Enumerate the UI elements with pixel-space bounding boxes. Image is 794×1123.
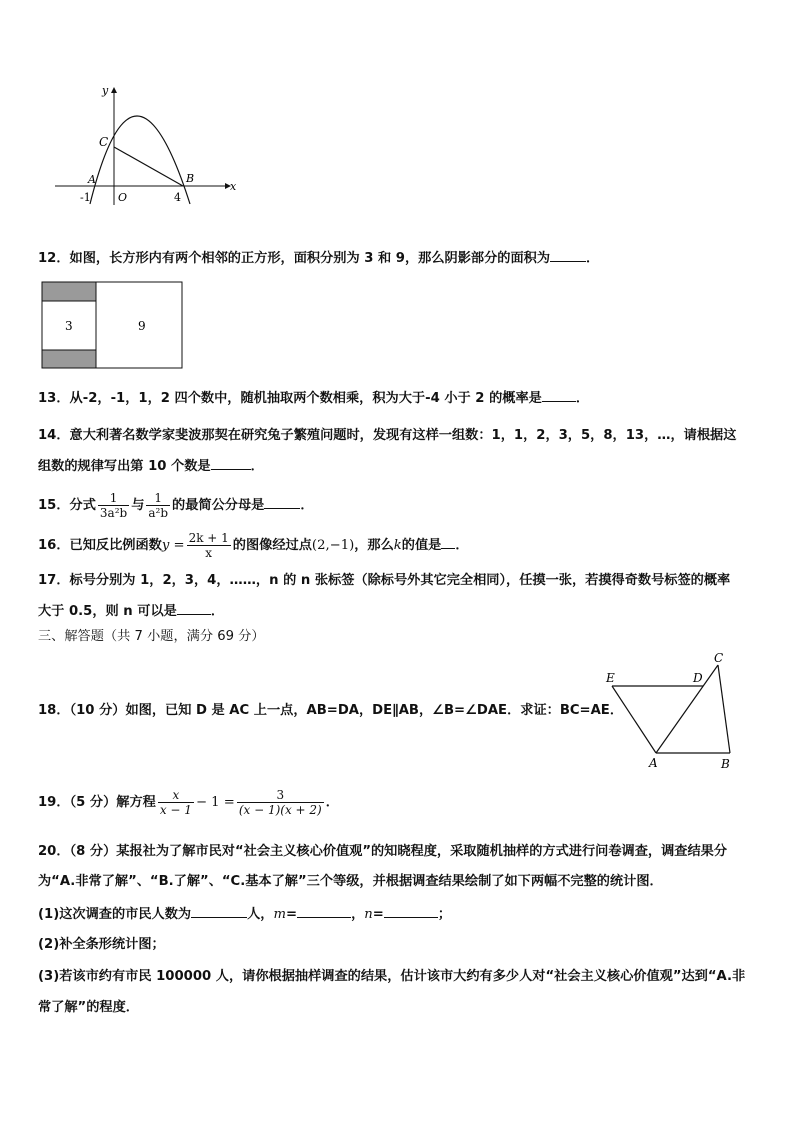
question-12: 12．如图，长方形内有两个相邻的正方形，面积分别为 3 和 9，那么阴影部分的面积为 ． <box>38 248 599 269</box>
squares-figure <box>40 280 186 372</box>
question-15: 15．分式 $\frac{1}{\text{3a²b}}$ 与 $\frac{1}{\text{a²b}}$ 的最简公分母是 ． <box>38 490 314 520</box>
x-axis-label: x <box>230 180 237 193</box>
question-number: 19． <box>38 795 70 810</box>
y-axis-label: y <box>102 84 109 97</box>
question-20-sub1: (1)这次调查的市民人数为 人，m= ，n= ； <box>38 904 451 925</box>
question-20-line1 <box>38 842 727 862</box>
question-number: 15． <box>38 498 70 513</box>
question-number: 16． <box>38 538 70 553</box>
fraction-2k-plus-1-over-x: $\frac{2k + 1}{x}$ <box>188 530 229 560</box>
shaded-top <box>42 282 96 301</box>
point-a-label: A <box>649 756 658 770</box>
question-13: 13．从-2，-1，1，2 四个数中，随机抽取两个数相乘，积为大于-4 小于 2 的概率是 ． <box>38 388 589 409</box>
point-c-label: C <box>714 651 724 665</box>
question-20-sub3-line2: 常了解”的程度． <box>38 1000 139 1015</box>
fraction-lhs: $\frac{x}{x - 1}$ <box>159 787 192 817</box>
n-blank[interactable] <box>384 904 438 918</box>
question-text: （10 分）如图，已知 D 是 AC 上一点，AB=DA，DE∥AB，∠B=∠DAE．求证：BC=AE． <box>69 703 624 718</box>
point-d-label: D <box>693 671 703 685</box>
answer-blank[interactable] <box>550 248 586 262</box>
point-a-label: A <box>88 173 96 186</box>
tick-4-label: 4 <box>174 191 181 204</box>
segment-cb <box>114 147 183 186</box>
answer-blank[interactable] <box>211 456 251 470</box>
question-text: 意大利著名数学家斐波那契在研究兔子繁殖问题时，发现有这样一组数：1，1，2，3，5，8，13，…，请根据这 <box>69 428 737 443</box>
question-16: 16．已知反比例函数y = $\frac{2k + 1}{x}$ 的图像经过点(2,−1)，那么k的值是 ． <box>38 530 469 560</box>
origin-label: O <box>118 191 128 204</box>
segment-ac <box>656 665 718 753</box>
segment-bc <box>718 665 730 753</box>
question-20-sub2: (2)补全条形统计图； <box>38 937 165 952</box>
question-text: （8 分）某报社为了解市民对“社会主义核心价值观”的知晓程度，采取随机抽样的方式进行问卷调查，调查结果分 <box>69 844 728 859</box>
answer-blank[interactable] <box>177 601 211 615</box>
point-b-label: B <box>721 757 730 771</box>
question-20-line2 <box>38 872 663 892</box>
tick-minus1-label: -1 <box>80 191 91 204</box>
fraction-2: $\frac{1}{\text{a²b}}$ <box>148 490 169 520</box>
answer-blank[interactable] <box>542 388 576 402</box>
question-number: 13． <box>38 391 70 406</box>
shaded-bottom <box>42 350 96 368</box>
small-square-label: 3 <box>65 319 73 333</box>
parabola-figure <box>50 80 250 210</box>
answer-blank[interactable] <box>264 495 300 509</box>
question-17-line1 <box>38 571 730 591</box>
question-14-line2: 组数的规律写出第 10 个数是 ． <box>38 456 264 477</box>
question-18 <box>38 701 623 721</box>
point-c-label: C <box>99 135 109 149</box>
question-text: 从-2，-1，1，2 四个数中，随机抽取两个数相乘，积为大于-4 小于 2 的概率是 <box>69 391 542 406</box>
question-19: 19．（5 分）解方程 $\frac{x}{x - 1}$ − 1 = $\frac{3}{(x - 1)(x + 2)}$ ． <box>38 787 339 817</box>
question-14-line1 <box>38 426 736 446</box>
section-heading: 三、解答题（共 7 小题，满分 69 分） <box>38 629 265 644</box>
question-number: 12． <box>38 251 70 266</box>
answer-blank[interactable] <box>441 535 455 549</box>
question-text: 为“A.非常了解”、“B.了解”、“C.基本了解”三个等级，并根据调查结果绘制了如下两幅不完整的统计图． <box>38 874 663 889</box>
people-count-blank[interactable] <box>191 904 247 918</box>
question-20-sub3-line1: (3)若该市约有市民 100000 人，请你根据抽样调查的结果，估计该市大约有多少人对“社会主义核心价值观”达到“A.非 <box>38 969 746 984</box>
question-text: 如图，长方形内有两个相邻的正方形，面积分别为 3 和 9，那么阴影部分的面积为 <box>69 251 551 266</box>
fraction-1: $\frac{1}{\text{3a²b}}$ <box>99 490 128 520</box>
large-square-label: 9 <box>138 319 146 333</box>
question-number: 17． <box>38 573 70 588</box>
point-e-label: E <box>606 671 615 685</box>
m-blank[interactable] <box>297 904 351 918</box>
fraction-rhs: $\frac{3}{(x - 1)(x + 2)}$ <box>238 787 322 817</box>
question-17-line2: 大于 0.5，则 n 可以是 ． <box>38 601 224 622</box>
question-number: 20． <box>38 844 70 859</box>
point-b-label: B <box>186 172 195 185</box>
question-text: 大于 0.5，则 n 可以是 <box>38 604 177 619</box>
question-number: 14． <box>38 428 70 443</box>
question-text: 标号分别为 1，2，3，4，……，n 的 n 张标签（除标号外其它完全相同），任摸一张，若摸得奇数号标签的概率 <box>69 573 731 588</box>
question-number: 18． <box>38 703 70 718</box>
question-text: 组数的规律写出第 10 个数是 <box>38 459 211 474</box>
